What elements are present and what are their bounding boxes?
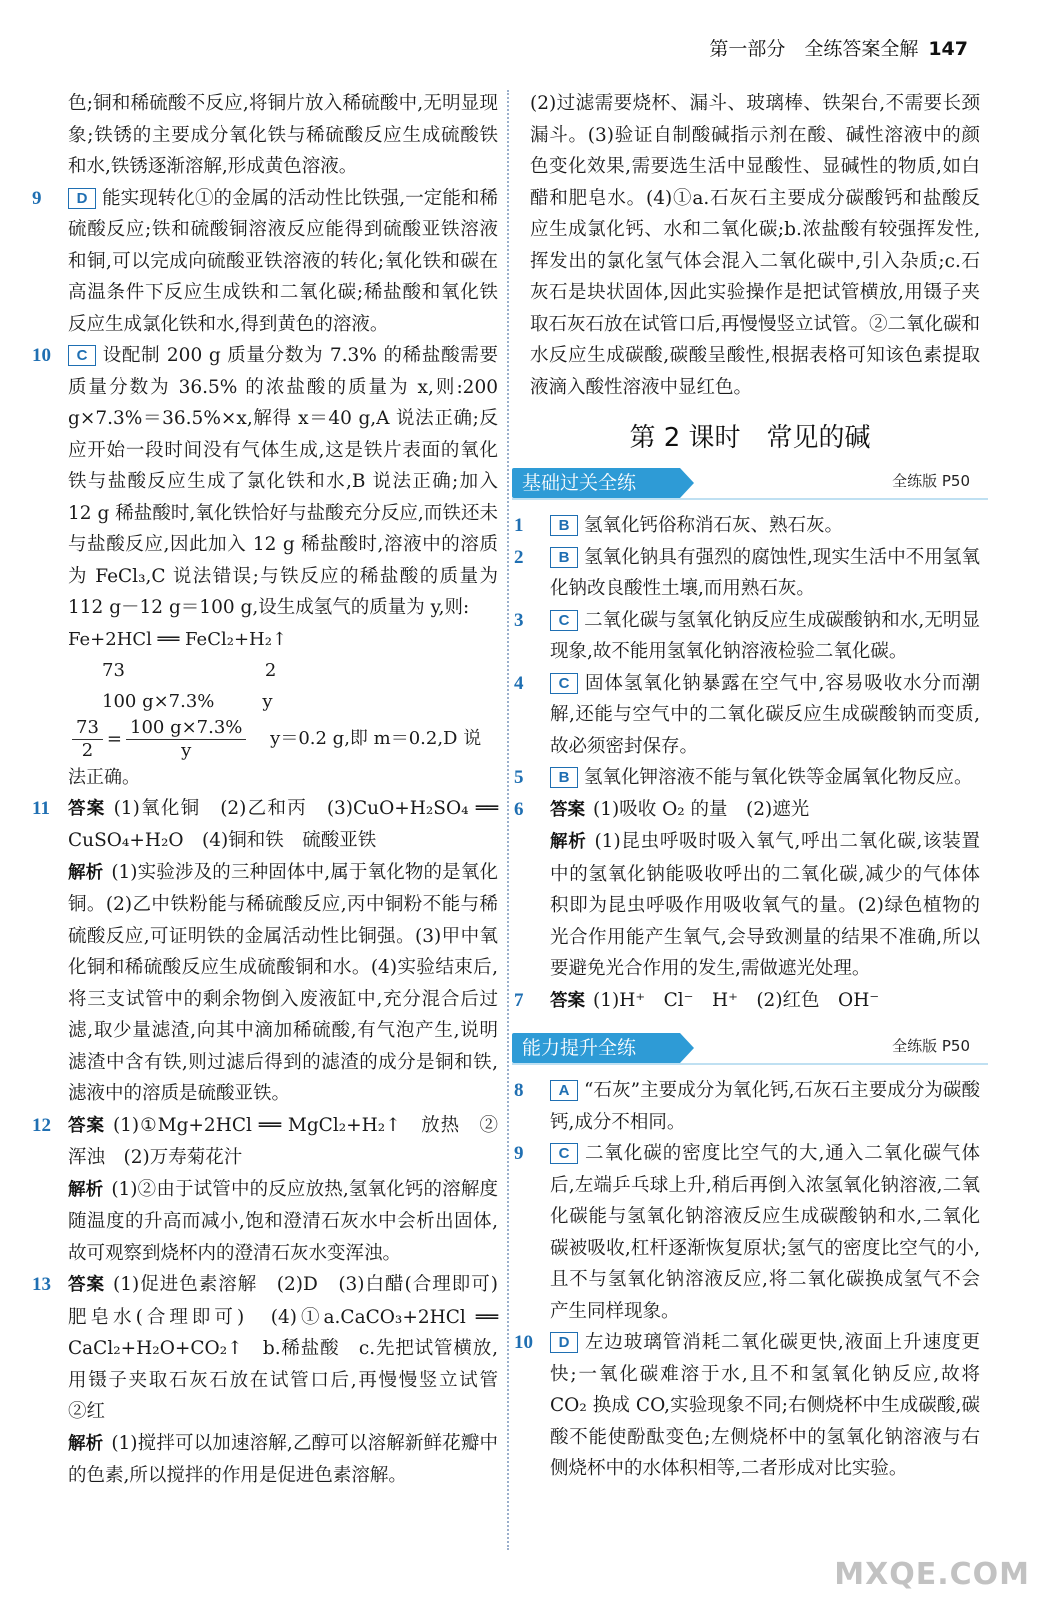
header-title: 第一部分 全练答案全解 xyxy=(709,38,919,60)
fraction xyxy=(72,717,103,762)
fraction-top: 100 g×7.3% xyxy=(126,717,246,740)
question-10 xyxy=(32,340,498,624)
question-12 xyxy=(32,1110,499,1174)
explanation-13 xyxy=(38,1428,498,1492)
equation-mass: 2 xyxy=(264,659,277,681)
question-text: 左边玻璃管消耗二氧化碳更快,液面上升速度更快;一氧化碳难溶于水,且不和氢氧化钠反应,故将 CO₂ 换成 CO,实验现象不同;右侧烧杯中生成碳酸,碳酸不能使酚酞变色;左侧烧杯中的氢氧化钠溶液与右侧烧杯中的水体积相等,二者形成对比实验。 xyxy=(550,1332,980,1479)
answer-option: B xyxy=(550,767,578,788)
answer-option: C xyxy=(550,1143,578,1164)
question-number: 9 xyxy=(514,1143,524,1164)
question-7 xyxy=(514,985,980,1018)
fraction-bottom: 2 xyxy=(81,739,94,761)
lesson-title: 第 2 课时 常见的碱 xyxy=(629,423,871,453)
question-number: 13 xyxy=(32,1274,51,1295)
question-text: 二氧化碳的密度比空气的大,通入二氧化碳气体后,左端乒乓球上升,稍后再倒入浓氢氧化钠溶液,二氧化碳能与氢氧化钠溶液反应生成碳酸钠和水,二氧化碳被吸收,杠杆逐渐恢复原状;氢气的密度比空气的小,且不与氢氧化钠溶液反应,将二氧化碳换成氢气不会产生同样现象。 xyxy=(550,1143,980,1322)
question-text: 二氧化碳与氢氧化钠反应生成碳酸钠和水,无明显现象,故不能用氢氧化钠溶液检验二氧化碳。 xyxy=(550,609,980,662)
edition-ref: 全练版 P50 xyxy=(892,472,970,490)
answer-option: C xyxy=(550,673,578,694)
section-banner-advanced xyxy=(512,1031,980,1065)
answer-tag: 答案 xyxy=(68,1275,106,1295)
continued-paragraph xyxy=(520,88,980,403)
explanation-text: (1)搅拌可以加速溶解,乙醇可以溶解新鲜花瓣中的色素,所以搅拌的作用是促进色素溶解。 xyxy=(68,1432,498,1486)
equation-mass: y xyxy=(262,690,273,712)
continued-text: 色;铜和稀硫酸不反应,将铜片放入稀硫酸中,无明显现象;铁锈的主要成分氧化铁与稀硫酸反应生成硫酸铁和水,铁锈逐渐溶解,形成黄色溶液。 xyxy=(68,93,498,177)
question-number: 12 xyxy=(32,1114,51,1136)
column-divider xyxy=(507,90,509,1550)
answer-option: D xyxy=(68,188,96,209)
question-number: 5 xyxy=(514,767,524,788)
question-9 xyxy=(32,183,498,341)
fraction-bottom: y xyxy=(181,739,192,761)
page-header xyxy=(709,34,968,61)
question-13 xyxy=(32,1269,517,1428)
answer-item xyxy=(514,542,980,605)
explanation-text: (1)昆虫呼吸时吸入氧气,呼出二氧化碳,该装置中的氢氧化钠能吸收呼出的二氧化碳,减少的气体体积即为昆虫呼吸作用吸收氧气的量。(2)绿色植物的光合作用能产生氧气,会导致测量的结果不准确,所以要避免光合作用的发生,需做遮光处理。 xyxy=(550,831,981,979)
explanation-tag: 解析 xyxy=(68,1179,104,1200)
equation-line: Fe+2HCl ══ FeCl₂+H₂↑ xyxy=(68,628,288,650)
answer-tag: 答案 xyxy=(68,798,106,819)
answer-text: (1)促进色素溶解 (2)D (3)白醋(合理即可) 肥皂水(合理即可) (4)①a.CaCO₃+2HCl ══ CaCl₂+H₂O+CO₂↑ b.稀盐酸 c.先把试管横放,用镊子夹取石灰石放在试管口后,再慢慢竖立试管 ②红 xyxy=(68,1274,517,1422)
banner-label: 能力提升全练 xyxy=(512,1033,680,1063)
question-text: 氢氧化钾溶液不能与氧化铁等金属氧化物反应。 xyxy=(584,767,973,788)
ratio-line: $\frac{73}{2}$ = $\frac{100 g\times 7.3\%}{y}$ y＝0.2 g,即 m＝0.2,D 说法正确。 xyxy=(68,716,482,788)
section-banner-basic xyxy=(512,466,980,500)
question-number: 9 xyxy=(32,187,42,209)
banner-rule xyxy=(512,1063,988,1065)
question-number: 6 xyxy=(514,798,524,820)
question-text: 固体氢氧化钠暴露在空气中,容易吸收水分而潮解,还能与空气中的二氧化碳反应生成碳酸钠而变质,故必须密封保存。 xyxy=(550,672,980,757)
continued-text: (2)过滤需要烧杯、漏斗、玻璃棒、铁架台,不需要长颈漏斗。(3)验证自制酸碱指示剂在酸、碱性溶液中的颜色变化效果,需要选生活中显酸性、显碱性的物质,如白醋和肥皂水。(4)①a.石灰石主要成分碳酸钙和盐酸反应生成氯化钙、水和二氧化碳;b.浓盐酸有较强挥发性,挥发出的氯化氢气体会混入二氧化碳中,引入杂质;c.石灰石是块状固体,因此实验操作是把试管横放,用镊子夹取石灰石放在试管口后,再慢慢竖立试管。②二氧化碳和水反应生成碳酸,碳酸呈酸性,根据表格可知该色素提取液滴入酸性溶液中显红色。 xyxy=(530,93,980,398)
answer-item xyxy=(514,1327,980,1485)
question-6 xyxy=(514,794,980,827)
question-number: 7 xyxy=(514,989,524,1011)
answer-text: (1)吸收 O₂ 的量 (2)遮光 xyxy=(593,798,810,820)
explanation-tag: 解析 xyxy=(68,862,104,883)
explanation-text: (1)②由于试管中的反应放热,氢氧化钙的溶解度随温度的升高而减小,饱和澄清石灰水中会析出固体,故可观察到烧杯内的澄清石灰水变浑浊。 xyxy=(68,1178,498,1264)
question-number: 4 xyxy=(514,672,524,694)
question-text: 设配制 200 g 质量分数为 7.3% 的稀盐酸需要质量分数为 36.5% 的浓盐酸的质量为 x,则:200 g×7.3%＝36.5%×x,解得 x＝40 g,A 说法正确;反应开始一段时间没有气体生成,这是铁片表面的氧化铁与盐酸反应生成了氯化铁和水,B 说法正确;加入 12 g 稀盐酸时,氧化铁恰好与盐酸充分反应,而铁还未与盐酸反应,因此加入 12 g 稀盐酸时,溶液中的溶质为 FeCl₃,C 说法错误;与铁反应的稀盐酸的质量为 112 g－12 g＝100 g,设生成氢气的质量为 y,则: xyxy=(68,345,498,618)
explanation-tag: 解析 xyxy=(68,1433,104,1454)
equation-mass: 73 xyxy=(102,659,125,681)
question-number: 1 xyxy=(514,515,524,536)
basic-answers-list xyxy=(514,510,980,794)
banner-label: 基础过关全练 xyxy=(512,468,680,498)
answer-option: D xyxy=(550,1332,578,1353)
answer-item xyxy=(514,1075,980,1138)
answer-item xyxy=(514,762,980,794)
answer-tag: 答案 xyxy=(550,799,585,820)
explanation-12 xyxy=(38,1174,498,1270)
answer-text: (1)氧化铜 (2)乙和丙 (3)CuO+H₂SO₄ ══ CuSO₄+H₂O (4)铜和铁 硫酸亚铁 xyxy=(68,797,499,851)
explanation-tag: 解析 xyxy=(550,832,587,852)
fraction xyxy=(126,717,246,762)
answer-item xyxy=(514,510,980,542)
equation-mass: 100 g×7.3% xyxy=(102,690,215,712)
equation-block xyxy=(38,624,498,793)
question-text: 氢氧化钠具有强烈的腐蚀性,现实生活中不用氢氧化钠改良酸性土壤,而用熟石灰。 xyxy=(550,546,980,599)
explanation-text: (1)实验涉及的三种固体中,属于氧化物的是氧化铜。(2)乙中铁粉能与稀硫酸反应,丙中铜粉不能与稀硫酸反应,可证明铁的金属活动性比铜强。(3)甲中氧化铜和稀硫酸反应生成硫酸铜和水。(4)实验结束后,将三支试管中的剩余物倒入废液缸中,充分混合后过滤,取少量滤渣,向其中滴加稀硫酸,有气泡产生,说明滤渣中含有铁,则过滤后得到的滤渣的成分是铜和铁,滤液中的溶质是硫酸亚铁。 xyxy=(68,861,498,1104)
question-number: 3 xyxy=(514,609,524,631)
advanced-answers-list xyxy=(514,1075,980,1485)
explanation-6 xyxy=(520,826,980,985)
answer-text: (1)H⁺ Cl⁻ H⁺ (2)红色 OH⁻ xyxy=(593,989,880,1011)
answer-option: A xyxy=(550,1080,578,1101)
answer-option: B xyxy=(550,515,578,536)
question-text: 氢氧化钙俗称消石灰、熟石灰。 xyxy=(584,515,844,536)
left-column xyxy=(32,88,517,1492)
right-column xyxy=(514,88,981,1485)
explanation-11 xyxy=(38,857,498,1110)
answer-item xyxy=(514,605,980,668)
answer-option: C xyxy=(68,345,96,366)
edition-ref: 全练版 P50 xyxy=(892,1037,970,1055)
answer-option: B xyxy=(550,547,578,568)
answer-tag: 答案 xyxy=(550,990,585,1011)
fraction-top: 73 xyxy=(72,717,103,740)
page-number: 147 xyxy=(928,38,968,60)
answer-item xyxy=(514,668,980,763)
answer-item xyxy=(514,1138,980,1327)
question-number: 11 xyxy=(32,797,50,819)
continued-paragraph xyxy=(38,88,498,183)
question-number: 8 xyxy=(514,1080,524,1101)
question-number: 2 xyxy=(514,546,524,568)
question-11 xyxy=(32,793,499,857)
question-text: “石灰”主要成分为氧化钙,石灰石主要成分为碳酸钙,成分不相同。 xyxy=(550,1080,980,1133)
question-text: 能实现转化①的金属的活动性比铁强,一定能和稀硫酸反应;铁和硫酸铜溶液反应能得到硫酸亚铁溶液和铜,可以完成向硫酸亚铁溶液的转化;氧化铁和碳在高温条件下反应生成铁和二氧化碳;稀盐酸和氧化铁反应生成氯化铁和水,得到黄色的溶液。 xyxy=(68,187,498,335)
watermark-logo: MXQE.COM xyxy=(834,1557,1030,1592)
question-number: 10 xyxy=(514,1332,533,1353)
answer-option: C xyxy=(550,610,578,631)
answer-tag: 答案 xyxy=(68,1115,105,1136)
answer-text: (1)①Mg+2HCl ══ MgCl₂+H₂↑ 放热 ②浑浊 (2)万寿菊花汁 xyxy=(68,1114,499,1168)
question-number: 10 xyxy=(32,345,51,366)
result-text: y＝0.2 g,即 m＝0.2,D 说法正确。 xyxy=(68,728,482,788)
banner-rule xyxy=(512,498,988,500)
